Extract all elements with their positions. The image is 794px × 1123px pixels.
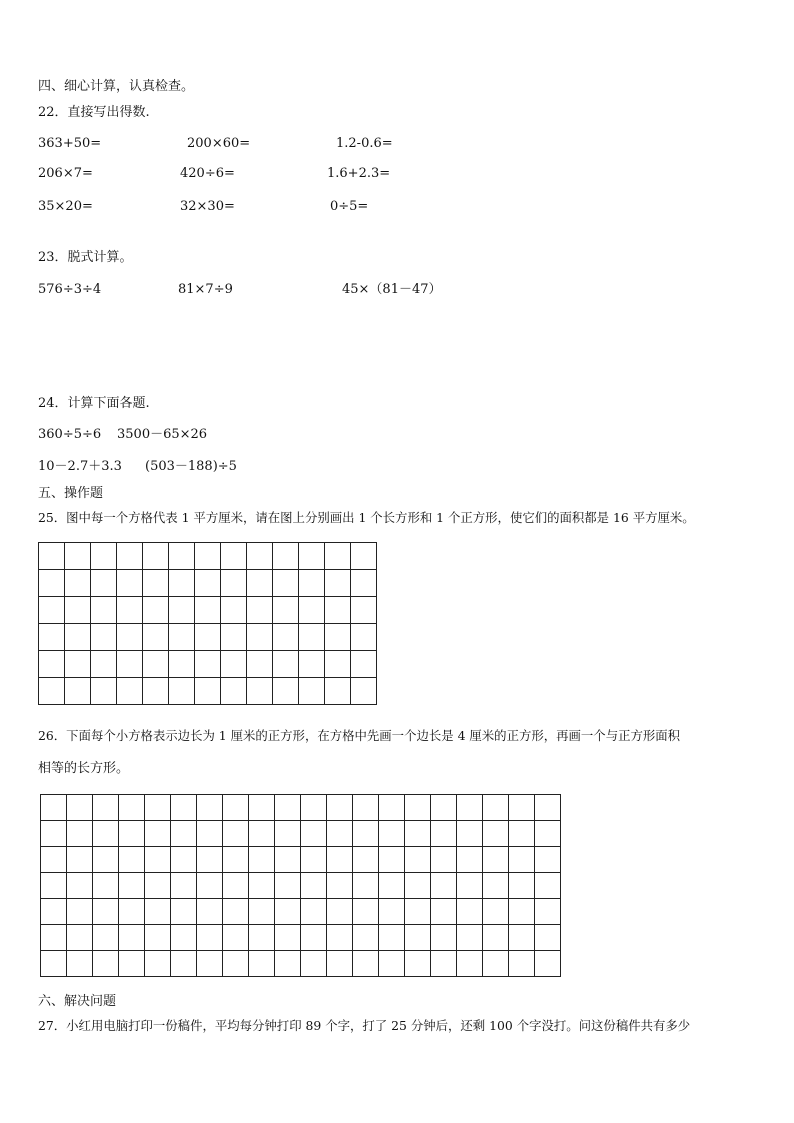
grid-cell[interactable] [509,847,535,873]
grid-cell[interactable] [171,821,197,847]
grid-cell[interactable] [379,951,405,977]
grid-cell[interactable] [41,899,67,925]
grid-cell[interactable] [143,678,169,705]
grid-cell[interactable] [67,925,93,951]
grid-cell[interactable] [247,624,273,651]
grid-cell[interactable] [145,873,171,899]
grid-cell[interactable] [247,651,273,678]
grid-cell[interactable] [67,899,93,925]
grid-cell[interactable] [171,925,197,951]
grid-cell[interactable] [91,543,117,570]
grid-cell[interactable] [483,821,509,847]
grid-cell[interactable] [301,795,327,821]
grid-cell[interactable] [145,847,171,873]
grid-cell[interactable] [301,951,327,977]
grid-cell[interactable] [221,678,247,705]
grid-cell[interactable] [325,570,351,597]
grid-cell[interactable] [117,543,143,570]
grid-cell[interactable] [223,925,249,951]
q23-label: 23．脱式计算。 [38,250,133,265]
grid-cell[interactable] [65,597,91,624]
grid-cell[interactable] [299,678,325,705]
grid-cell[interactable] [119,795,145,821]
grid-cell[interactable] [509,873,535,899]
grid-cell[interactable] [93,873,119,899]
grid-cell[interactable] [405,951,431,977]
grid-cell[interactable] [299,624,325,651]
grid-cell[interactable] [457,899,483,925]
q26-drawing-grid[interactable] [40,794,561,977]
grid-cell[interactable] [299,543,325,570]
grid-cell[interactable] [275,873,301,899]
grid-cell[interactable] [379,925,405,951]
grid-cell[interactable] [249,873,275,899]
grid-cell[interactable] [353,821,379,847]
grid-cell[interactable] [195,570,221,597]
grid-cell[interactable] [351,543,377,570]
grid-cell[interactable] [379,873,405,899]
grid-cell[interactable] [483,925,509,951]
grid-cell[interactable] [327,873,353,899]
grid-cell[interactable] [65,624,91,651]
q22-item: 35×20= [38,199,93,214]
grid-cell[interactable] [301,847,327,873]
grid-cell[interactable] [457,873,483,899]
grid-cell[interactable] [325,624,351,651]
grid-cell[interactable] [169,624,195,651]
q22-item: 363+50= [38,136,102,151]
grid-cell[interactable] [145,951,171,977]
grid-cell[interactable] [351,570,377,597]
section5-heading: 五、操作题 [38,486,104,501]
grid-cell[interactable] [379,821,405,847]
grid-cell[interactable] [67,795,93,821]
grid-cell[interactable] [195,624,221,651]
grid-cell[interactable] [119,925,145,951]
grid-cell[interactable] [431,925,457,951]
grid-cell[interactable] [483,899,509,925]
grid-row [41,847,561,873]
grid-cell[interactable] [67,951,93,977]
grid-cell[interactable] [351,651,377,678]
grid-cell[interactable] [301,899,327,925]
grid-cell[interactable] [325,651,351,678]
grid-cell[interactable] [221,597,247,624]
grid-cell[interactable] [39,570,65,597]
grid-row [39,543,377,570]
grid-cell[interactable] [67,847,93,873]
grid-cell[interactable] [249,795,275,821]
grid-cell[interactable] [143,543,169,570]
grid-cell[interactable] [195,678,221,705]
grid-cell[interactable] [535,899,561,925]
grid-cell[interactable] [327,847,353,873]
q25-drawing-grid[interactable] [38,542,377,705]
grid-cell[interactable] [301,925,327,951]
grid-cell[interactable] [325,678,351,705]
grid-cell[interactable] [93,899,119,925]
grid-cell[interactable] [509,951,535,977]
grid-cell[interactable] [327,951,353,977]
grid-cell[interactable] [171,847,197,873]
grid-cell[interactable] [535,821,561,847]
grid-cell[interactable] [93,951,119,977]
grid-cell[interactable] [145,795,171,821]
grid-cell[interactable] [275,795,301,821]
grid-cell[interactable] [273,570,299,597]
grid-cell[interactable] [223,847,249,873]
grid-cell[interactable] [39,651,65,678]
grid-cell[interactable] [405,847,431,873]
grid-cell[interactable] [41,873,67,899]
grid-cell[interactable] [353,951,379,977]
grid-cell[interactable] [65,651,91,678]
grid-cell[interactable] [39,624,65,651]
grid-cell[interactable] [405,873,431,899]
grid-cell[interactable] [67,821,93,847]
grid-cell[interactable] [39,678,65,705]
q23-item: 81×7÷9 [178,282,233,297]
grid-cell[interactable] [273,651,299,678]
grid-cell[interactable] [327,821,353,847]
grid-cell[interactable] [171,951,197,977]
grid-row [41,951,561,977]
grid-cell[interactable] [197,847,223,873]
grid-cell[interactable] [93,795,119,821]
grid-cell[interactable] [457,821,483,847]
grid-cell[interactable] [457,795,483,821]
grid-cell[interactable] [93,847,119,873]
grid-cell[interactable] [143,651,169,678]
grid-cell[interactable] [379,847,405,873]
grid-cell[interactable] [223,795,249,821]
grid-cell[interactable] [41,795,67,821]
section6-heading: 六、解决问题 [38,994,117,1009]
grid-cell[interactable] [379,795,405,821]
grid-cell[interactable] [197,899,223,925]
grid-cell[interactable] [299,651,325,678]
grid-cell[interactable] [535,795,561,821]
grid-cell[interactable] [483,795,509,821]
grid-cell[interactable] [171,873,197,899]
grid-row [41,821,561,847]
grid-cell[interactable] [41,951,67,977]
grid-cell[interactable] [171,899,197,925]
grid-cell[interactable] [275,847,301,873]
grid-cell[interactable] [301,821,327,847]
grid-cell[interactable] [327,925,353,951]
grid-cell[interactable] [91,624,117,651]
grid-cell[interactable] [535,873,561,899]
q24-label: 24．计算下面各题. [38,396,150,411]
grid-cell[interactable] [379,899,405,925]
grid-cell[interactable] [483,847,509,873]
grid-cell[interactable] [535,925,561,951]
grid-row [39,651,377,678]
grid-cell[interactable] [325,597,351,624]
grid-cell[interactable] [351,624,377,651]
grid-cell[interactable] [145,821,171,847]
grid-cell[interactable] [221,651,247,678]
grid-cell[interactable] [353,847,379,873]
grid-cell[interactable] [117,651,143,678]
grid-cell[interactable] [405,899,431,925]
grid-cell[interactable] [145,925,171,951]
grid-cell[interactable] [325,543,351,570]
grid-cell[interactable] [169,570,195,597]
grid-cell[interactable] [117,597,143,624]
grid-cell[interactable] [351,597,377,624]
grid-cell[interactable] [145,899,171,925]
grid-cell[interactable] [169,651,195,678]
grid-cell[interactable] [221,624,247,651]
grid-cell[interactable] [41,925,67,951]
grid-cell[interactable] [247,543,273,570]
grid-cell[interactable] [119,821,145,847]
grid-cell[interactable] [117,624,143,651]
grid-cell[interactable] [247,597,273,624]
grid-cell[interactable] [249,951,275,977]
grid-cell[interactable] [273,678,299,705]
q24-item: 10－2.7＋3.3 [38,459,122,474]
grid-cell[interactable] [431,795,457,821]
grid-row [41,925,561,951]
q24-item: (503－188)÷5 [145,459,237,474]
grid-cell[interactable] [197,795,223,821]
grid-row [41,873,561,899]
grid-row [41,795,561,821]
grid-cell[interactable] [509,925,535,951]
grid-cell[interactable] [221,570,247,597]
grid-cell[interactable] [273,597,299,624]
q22-label: 22．直接写出得数. [38,105,150,120]
grid-cell[interactable] [197,821,223,847]
grid-cell[interactable] [91,678,117,705]
grid-cell[interactable] [273,543,299,570]
grid-cell[interactable] [405,795,431,821]
q27-text: 27．小红用电脑打印一份稿件，平均每分钟打印 89 个字，打了 25 分钟后，还剩 100 个字没打。问这份稿件共有多少 [38,1018,691,1033]
grid-cell[interactable] [431,899,457,925]
grid-cell[interactable] [119,899,145,925]
q24-item: 3500－65×26 [117,427,208,442]
grid-cell[interactable] [65,570,91,597]
grid-cell[interactable] [353,925,379,951]
grid-cell[interactable] [457,925,483,951]
grid-cell[interactable] [91,597,117,624]
grid-cell[interactable] [119,847,145,873]
grid-row [39,570,377,597]
grid-cell[interactable] [93,821,119,847]
grid-row [39,678,377,705]
grid-cell[interactable] [143,570,169,597]
grid-cell[interactable] [351,678,377,705]
grid-cell[interactable] [431,821,457,847]
q24-item: 360÷5÷6 [38,427,102,442]
grid-cell[interactable] [353,873,379,899]
grid-cell[interactable] [39,543,65,570]
grid-cell[interactable] [273,624,299,651]
grid-cell[interactable] [171,795,197,821]
grid-cell[interactable] [197,925,223,951]
grid-cell[interactable] [275,899,301,925]
grid-cell[interactable] [275,925,301,951]
q22-item: 0÷5= [330,199,369,214]
grid-cell[interactable] [249,847,275,873]
grid-cell[interactable] [65,678,91,705]
grid-cell[interactable] [67,873,93,899]
grid-cell[interactable] [431,847,457,873]
grid-cell[interactable] [119,873,145,899]
grid-cell[interactable] [457,951,483,977]
grid-cell[interactable] [195,597,221,624]
grid-cell[interactable] [223,821,249,847]
grid-cell[interactable] [143,624,169,651]
q26-text-line2: 相等的长方形。 [38,761,130,776]
grid-cell[interactable] [223,873,249,899]
grid-cell[interactable] [247,570,273,597]
grid-cell[interactable] [299,570,325,597]
grid-cell[interactable] [195,651,221,678]
grid-cell[interactable] [223,899,249,925]
grid-cell[interactable] [117,678,143,705]
grid-cell[interactable] [249,899,275,925]
q22-item: 1.2-0.6= [336,136,393,151]
grid-cell[interactable] [221,543,247,570]
grid-cell[interactable] [327,795,353,821]
grid-cell[interactable] [169,597,195,624]
grid-cell[interactable] [41,847,67,873]
grid-cell[interactable] [91,651,117,678]
grid-cell[interactable] [223,951,249,977]
grid-cell[interactable] [431,951,457,977]
grid-cell[interactable] [299,597,325,624]
grid-cell[interactable] [483,873,509,899]
grid-cell[interactable] [535,847,561,873]
grid-cell[interactable] [65,543,91,570]
grid-cell[interactable] [247,678,273,705]
q22-item: 32×30= [180,199,235,214]
grid-cell[interactable] [353,899,379,925]
grid-cell[interactable] [275,951,301,977]
grid-cell[interactable] [457,847,483,873]
grid-cell[interactable] [117,570,143,597]
grid-cell[interactable] [93,925,119,951]
grid-row [39,624,377,651]
grid-row [41,899,561,925]
q25-text: 25．图中每一个方格代表 1 平方厘米，请在图上分别画出 1 个长方形和 1 个正方形，使它们的面积都是 16 平方厘米。 [38,510,695,525]
grid-cell[interactable] [169,678,195,705]
grid-row [39,597,377,624]
q23-item: 576÷3÷4 [38,282,102,297]
q23-item: 45×（81－47） [342,282,442,297]
grid-cell[interactable] [535,951,561,977]
section4-heading: 四、细心计算，认真检查。 [38,79,195,94]
grid-cell[interactable] [301,873,327,899]
grid-cell[interactable] [197,873,223,899]
grid-cell[interactable] [39,597,65,624]
grid-cell[interactable] [509,821,535,847]
grid-cell[interactable] [509,795,535,821]
grid-cell[interactable] [119,951,145,977]
grid-cell[interactable] [143,597,169,624]
grid-cell[interactable] [249,821,275,847]
grid-cell[interactable] [405,821,431,847]
q22-item: 1.6+2.3= [327,166,391,181]
grid-cell[interactable] [197,951,223,977]
grid-cell[interactable] [195,543,221,570]
q26-text-line1: 26．下面每个小方格表示边长为 1 厘米的正方形，在方格中先画一个边长是 4 厘米的正方形，再画一个与正方形面积 [38,728,681,743]
grid-cell[interactable] [353,795,379,821]
grid-cell[interactable] [41,821,67,847]
grid-cell[interactable] [483,951,509,977]
grid-cell[interactable] [431,873,457,899]
q22-item: 420÷6= [180,166,235,181]
grid-cell[interactable] [509,899,535,925]
q22-item: 200×60= [187,136,251,151]
grid-cell[interactable] [275,821,301,847]
grid-cell[interactable] [327,899,353,925]
grid-cell[interactable] [91,570,117,597]
grid-cell[interactable] [405,925,431,951]
grid-cell[interactable] [249,925,275,951]
grid-cell[interactable] [169,543,195,570]
q22-item: 206×7= [38,166,93,181]
